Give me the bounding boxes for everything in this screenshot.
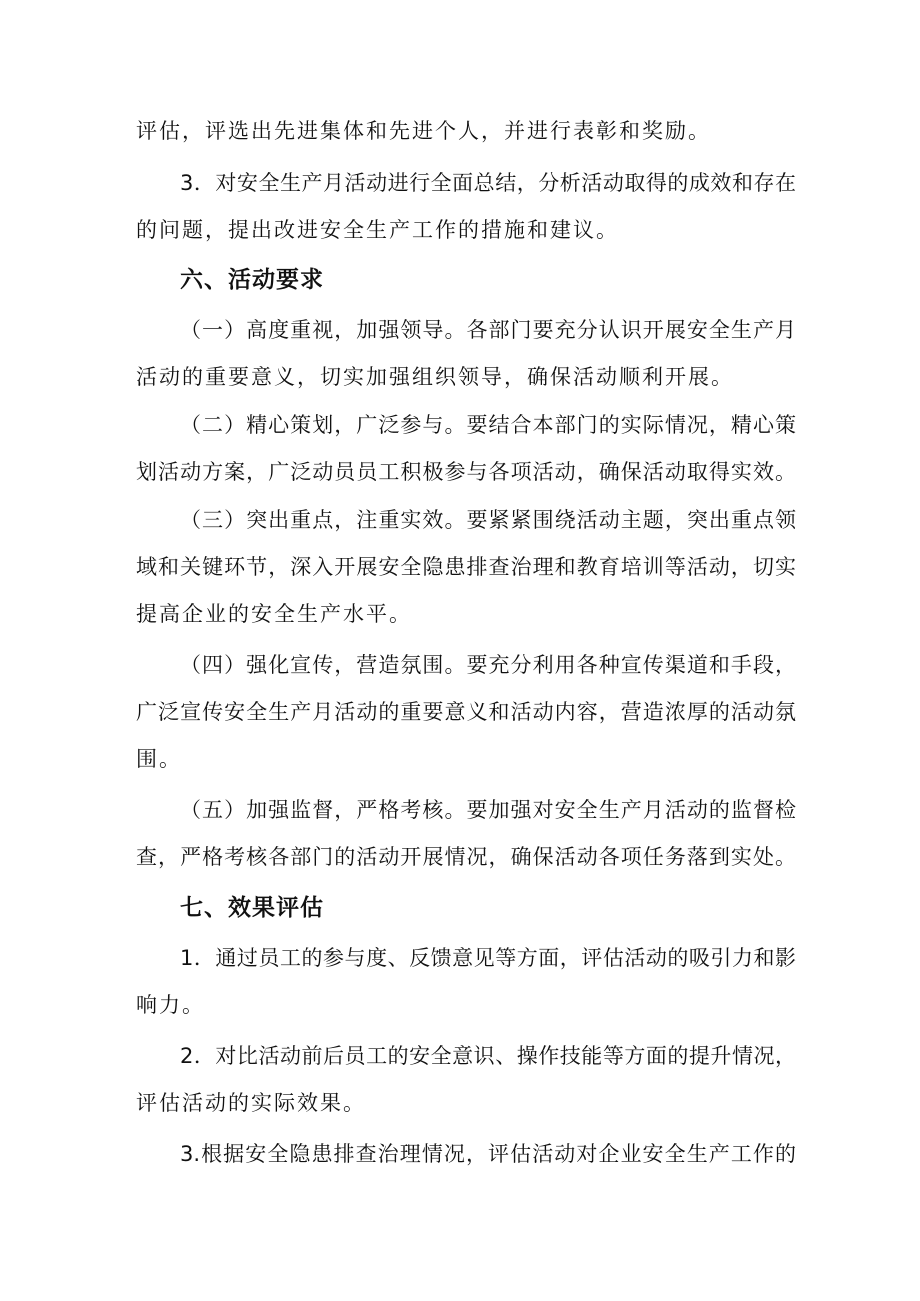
paragraph-line: 2．对比活动前后员工的安全意识、操作技能等方面的提升情况， xyxy=(180,1044,796,1068)
section-heading-effect-evaluation: 七、效果评估 xyxy=(180,895,324,921)
paragraph-line: 活动的重要意义，切实加强组织领导，确保活动顺利开展。 xyxy=(136,365,734,389)
paragraph-line: 围。 xyxy=(136,747,182,771)
paragraph-line: （四）强化宣传，营造氛围。要充分利用各种宣传渠道和手段， xyxy=(180,653,796,677)
paragraph-line: 域和关键环节，深入开展安全隐患排查治理和教育培训等活动，切实 xyxy=(136,555,796,579)
paragraph-line: （三）突出重点，注重实效。要紧紧围绕活动主题，突出重点领 xyxy=(180,508,796,532)
paragraph-line: 的问题，提出改进安全生产工作的措施和建议。 xyxy=(136,218,619,242)
paragraph-line: 查，严格考核各部门的活动开展情况，确保活动各项任务落到实处。 xyxy=(136,845,796,869)
paragraph-line: 划活动方案，广泛动员员工积极参与各项活动，确保活动取得实效。 xyxy=(136,460,796,484)
paragraph-line: 评估，评选出先进集体和先进个人，并进行表彰和奖励。 xyxy=(136,119,711,143)
paragraph-line: 1．通过员工的参与度、反馈意见等方面，评估活动的吸引力和影 xyxy=(180,946,796,970)
paragraph-line: 评估活动的实际效果。 xyxy=(136,1091,366,1115)
paragraph-line: （五）加强监督，严格考核。要加强对安全生产月活动的监督检 xyxy=(180,798,796,822)
paragraph-line: 3.根据安全隐患排查治理情况，评估活动对企业安全生产工作的 xyxy=(180,1142,796,1166)
paragraph-line: 提高企业的安全生产水平。 xyxy=(136,602,412,626)
section-heading-activity-requirements: 六、活动要求 xyxy=(180,267,324,293)
paragraph-line: （二）精心策划，广泛参与。要结合本部门的实际情况，精心策 xyxy=(180,413,796,437)
paragraph-line: 响力。 xyxy=(136,993,205,1017)
paragraph-line: 3．对安全生产月活动进行全面总结，分析活动取得的成效和存在 xyxy=(180,171,796,195)
paragraph-line: （一）高度重视，加强领导。各部门要充分认识开展安全生产月 xyxy=(180,318,796,342)
paragraph-line: 广泛宣传安全生产月活动的重要意义和活动内容，营造浓厚的活动氛 xyxy=(136,700,796,724)
